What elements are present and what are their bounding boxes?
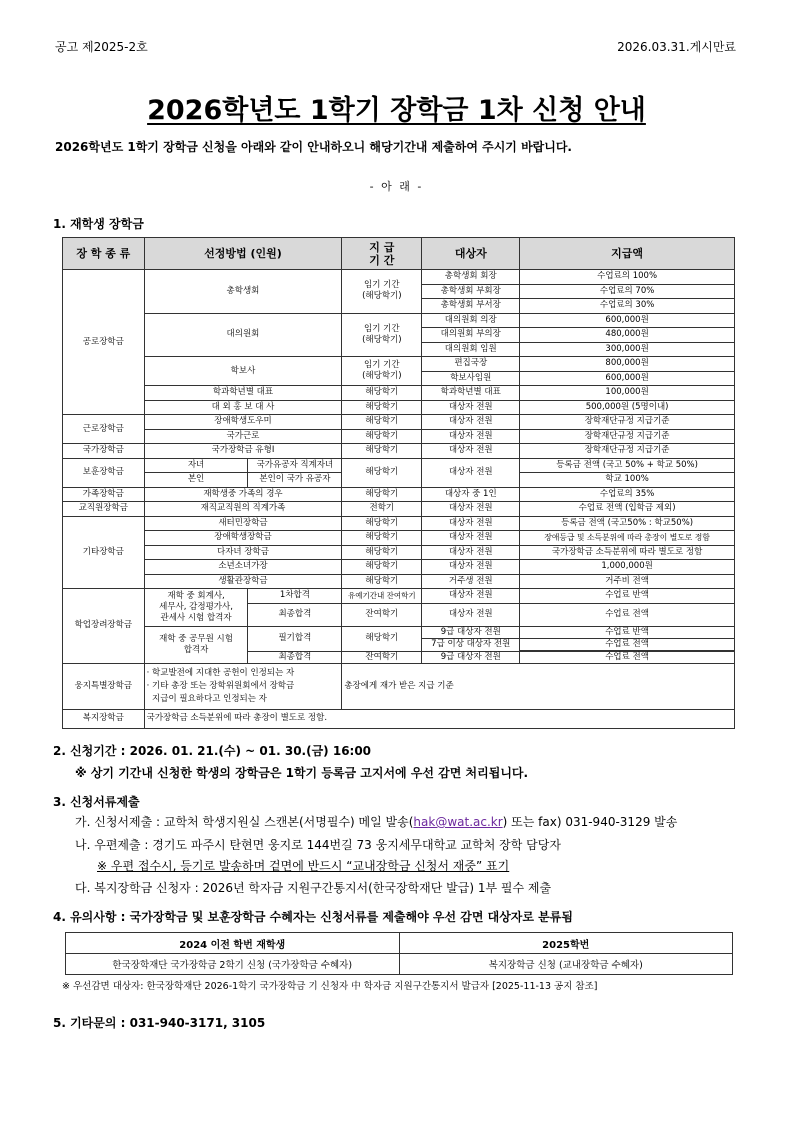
cell: 수업료의 70% [520, 284, 735, 299]
cell: 9급 대상자 전원 [422, 626, 520, 638]
submit-email-line [75, 813, 677, 830]
cell: 자녀 [144, 458, 248, 473]
table-row [63, 415, 735, 430]
cell: 해당학기 [342, 531, 422, 546]
cell: 300,000원 [520, 342, 735, 357]
cell: 100,000원 [520, 386, 735, 401]
cell: 웅지특별장학금 [63, 663, 145, 709]
submit-post-line: 나. 우편제출 : 경기도 파주시 탄현면 웅지로 144번길 73 웅지세무대학교 교학처 장학 담당자 [75, 838, 561, 852]
table-row [63, 709, 735, 728]
cell: 국가근로 [144, 429, 342, 444]
cell: 총학생회 부서장 [422, 299, 520, 314]
cell: 대상자 전원 [422, 603, 520, 626]
table-header-row [63, 238, 735, 270]
priority-footnote: ※ 우선감면 대상자: 한국장학재단 2026-1학기 국가장학금 기 신청자 中 학자금 지원구간통지서 발급자 [2025-11-13 공지 참조] [62, 981, 598, 992]
cell: 해당학기 [342, 400, 422, 415]
cell: 대상자 전원 [422, 531, 520, 546]
email-link[interactable]: hak@wat.ac.kr [413, 815, 503, 829]
section4-title: 4. 유의사항 : 국가장학금 및 보훈장학금 수혜자는 신청서류를 제출해야 우선 감면 대상자로 분류됨 [53, 910, 573, 924]
cell: 대 외 홍 보 대 사 [144, 400, 342, 415]
cell: 수업료 전액 (입학금 제외) [520, 502, 735, 517]
cell: 수업료 반액 [520, 626, 735, 638]
cell: 장애학생도우미 [144, 415, 342, 430]
cell: 공로장학금 [63, 270, 145, 415]
table-row [63, 531, 735, 546]
cell: 해당학기 [342, 458, 422, 487]
section1-title: 1. 재학생 장학금 [53, 217, 144, 231]
col-target: 대상자 [422, 238, 520, 270]
col-method: 선정방법 (인원) [144, 238, 342, 270]
table-row [63, 502, 735, 517]
cell: 수업료 반액 [520, 589, 735, 604]
section2-note: ※ 상기 기간내 신청한 학생의 장학금은 1학기 등록금 고지서에 우선 감면 처리됩니다. [75, 766, 529, 780]
col-type: 장 학 종 류 [63, 238, 145, 270]
cell: 대상자 전원 [422, 589, 520, 604]
cell: 최종합격 [248, 603, 342, 626]
cell: 장학재단규정 지급기준 [520, 429, 735, 444]
cell: 재학 중 회계사, 세무사, 감정평가사, 관세사 시험 합격자 [144, 589, 248, 627]
cell: 전학기 [342, 502, 422, 517]
ah-rae: - 아 래 - [369, 180, 424, 193]
cell: 국가장학금 유형Ⅰ [144, 444, 342, 459]
cell: 수업료의 100% [520, 270, 735, 285]
cell: 근로장학금 [63, 415, 145, 444]
cell: 다자녀 장학금 [144, 545, 342, 560]
page-title-text: 2026학년도 1학기 장학금 1차 신청 안내 [147, 95, 646, 126]
cell: 대상자 전원 [422, 400, 520, 415]
cell: 해당학기 [342, 560, 422, 575]
col-period: 지 급 기 간 [342, 238, 422, 270]
cell: 대상자 전원 [422, 429, 520, 444]
cell: 본인이 국가 유공자 [248, 473, 342, 488]
cell: 잔여학기 [342, 603, 422, 626]
cell: 기타장학금 [63, 516, 145, 589]
cell: 학교 100% [520, 473, 735, 488]
cell: 장학재단규정 지급기준 [520, 415, 735, 430]
submit-post-note: ※ 우편 접수시, 등기로 발송하며 겉면에 반드시 “교내장학금 신청서 재중” 표기 [97, 859, 510, 873]
cell: 9급 대상자 전원 [422, 651, 520, 663]
priority-col1-value: 한국장학재단 국가장학금 2학기 신청 (국가장학금 수혜자) [66, 954, 400, 975]
cell: 대상자 전원 [422, 458, 520, 487]
scholarship-table [62, 237, 735, 729]
table-row [63, 313, 735, 328]
cell: 해당학기 [342, 487, 422, 502]
cell: 대상자 전원 [422, 516, 520, 531]
cell: 학과학년별 대표 [144, 386, 342, 401]
cell: 소년소녀가장 [144, 560, 342, 575]
cell: 학업장려장학금 [63, 589, 145, 664]
table-row [63, 589, 735, 604]
table-row [63, 487, 735, 502]
priority-col2-head: 2025학번 [399, 933, 733, 954]
cell: 교직원장학금 [63, 502, 145, 517]
cell: 해당학기 [342, 626, 422, 651]
cell: 수업료 전액 [520, 651, 735, 663]
cell: 800,000원 [520, 357, 735, 372]
cell: 총학생회 [144, 270, 342, 314]
cell: 600,000원 [520, 313, 735, 328]
cell: 거주생 전원 [422, 574, 520, 589]
table-row [63, 444, 735, 459]
cell: 편집국장 [422, 357, 520, 372]
cell: 국가유공자 직계자녀 [248, 458, 342, 473]
cell: 새터민장학금 [144, 516, 342, 531]
table-row [63, 458, 735, 473]
cell: 총장에게 재가 받은 지급 기준 [342, 663, 735, 709]
section3-title: 3. 신청서류제출 [53, 795, 140, 809]
cell: 재학생중 가족의 경우 [144, 487, 342, 502]
cell: 대의원회 부의장 [422, 328, 520, 343]
cell: 대의원회 의장 [422, 313, 520, 328]
table-row [63, 270, 735, 285]
cell: 임기 기간 (해당학기) [342, 313, 422, 357]
cell: 학보사임원 [422, 371, 520, 386]
cell: 해당학기 [342, 444, 422, 459]
submit-email-pre: 가. 신청서제출 : 교학처 학생지원실 스캔본(서명필수) 메일 발송( [75, 815, 414, 829]
cell: 등록금 전액 (국고50% : 학교50%) [520, 516, 735, 531]
cell: 수업료 전액 [520, 603, 735, 626]
cell: 장애등급 및 소득분위에 따라 총장이 별도로 정함 [520, 531, 735, 546]
cell: 수업료의 30% [520, 299, 735, 314]
table-row [63, 386, 735, 401]
cell: 가족장학금 [63, 487, 145, 502]
cell: 재학 중 공무원 시험 합격자 [144, 626, 248, 663]
cell: 480,000원 [520, 328, 735, 343]
cell: 대상자 전원 [422, 444, 520, 459]
cell: 1,000,000원 [520, 560, 735, 575]
table-row [63, 429, 735, 444]
cell: 해당학기 [342, 429, 422, 444]
cell: 보훈장학금 [63, 458, 145, 487]
cell: 유예기간내 잔여학기 [342, 589, 422, 604]
cell: 등록금 전액 (국고 50% + 학교 50%) [520, 458, 735, 473]
table-row [63, 357, 735, 372]
table-row [63, 626, 735, 638]
cell: 총학생회 부회장 [422, 284, 520, 299]
cell: 국가장학금 [63, 444, 145, 459]
cell: 대의원회 임원 [422, 342, 520, 357]
cell: 임기 기간 (해당학기) [342, 270, 422, 314]
cell: 국가장학금 소득분위에 따라 별도로 정함 [520, 545, 735, 560]
cell: 해당학기 [342, 386, 422, 401]
cell: 재직교직원의 직계가족 [144, 502, 342, 517]
table-row [66, 954, 733, 975]
expire-date: 2026.03.31.게시만료 [617, 40, 736, 54]
cell: 500,000원 (5명이내) [520, 400, 735, 415]
cell: 해당학기 [342, 415, 422, 430]
table-row [63, 516, 735, 531]
cell: 학보사 [144, 357, 342, 386]
cell: 대상자 전원 [422, 560, 520, 575]
cell: 장애학생장학금 [144, 531, 342, 546]
cell: 대상자 전원 [422, 415, 520, 430]
cell: 장학재단규정 지급기준 [520, 444, 735, 459]
notice-number: 공고 제2025-2호 [55, 40, 148, 54]
submit-welfare-line: 다. 복지장학금 신청자 : 2026년 학자금 지원구간통지서(한국장학재단 발급) 1부 필수 제출 [75, 881, 552, 895]
priority-col1-head: 2024 이전 학번 재학생 [66, 933, 400, 954]
cell: · 학교발전에 지대한 공헌이 인정되는 자 · 기타 총장 또는 장학위원회에서 장학금 지급이 필요하다고 인정되는 자 [144, 663, 342, 709]
page-title [0, 88, 793, 127]
table-row [66, 933, 733, 954]
col-amount: 지급액 [520, 238, 735, 270]
cell: 수업료 전액 [520, 638, 735, 650]
submit-email-post: ) 또는 fax) 031-940-3129 발송 [502, 815, 678, 829]
table-row [63, 400, 735, 415]
cell: 대상자 전원 [422, 545, 520, 560]
cell: 필기합격 [248, 626, 342, 651]
priority-table [65, 932, 733, 975]
cell: 최종합격 [248, 651, 342, 663]
cell: 복지장학금 [63, 709, 145, 728]
section5-title: 5. 기타문의 : 031-940-3171, 3105 [53, 1016, 266, 1030]
cell: 거주비 전액 [520, 574, 735, 589]
cell: 생활관장학금 [144, 574, 342, 589]
cell: 해당학기 [342, 545, 422, 560]
cell: 해당학기 [342, 574, 422, 589]
table-row [63, 545, 735, 560]
cell: 학과학년별 대표 [422, 386, 520, 401]
cell: 잔여학기 [342, 651, 422, 663]
cell: 해당학기 [342, 516, 422, 531]
cell: 대상자 전원 [422, 502, 520, 517]
cell: 본인 [144, 473, 248, 488]
table-row [63, 574, 735, 589]
table-row [63, 663, 735, 709]
cell: 수업료의 35% [520, 487, 735, 502]
cell: 7급 이상 대상자 전원 [422, 638, 520, 651]
priority-col2-value: 복지장학금 신청 (교내장학금 수혜자) [399, 954, 733, 975]
cell: 600,000원 [520, 371, 735, 386]
table-row [63, 560, 735, 575]
cell: 대의원회 [144, 313, 342, 357]
cell: 국가장학금 소득분위에 따라 총장이 별도로 정함. [144, 709, 734, 728]
section2-title: 2. 신청기간 : 2026. 01. 21.(수) ~ 01. 30.(금) 16:00 [53, 744, 372, 758]
cell: 1차합격 [248, 589, 342, 604]
cell: 총학생회 회장 [422, 270, 520, 285]
cell: 대상자 중 1인 [422, 487, 520, 502]
cell: 임기 기간 (해당학기) [342, 357, 422, 386]
intro-text: 2026학년도 1학기 장학금 신청을 아래와 같이 안내하오니 해당기간내 제출하여 주시기 바랍니다. [55, 140, 572, 154]
